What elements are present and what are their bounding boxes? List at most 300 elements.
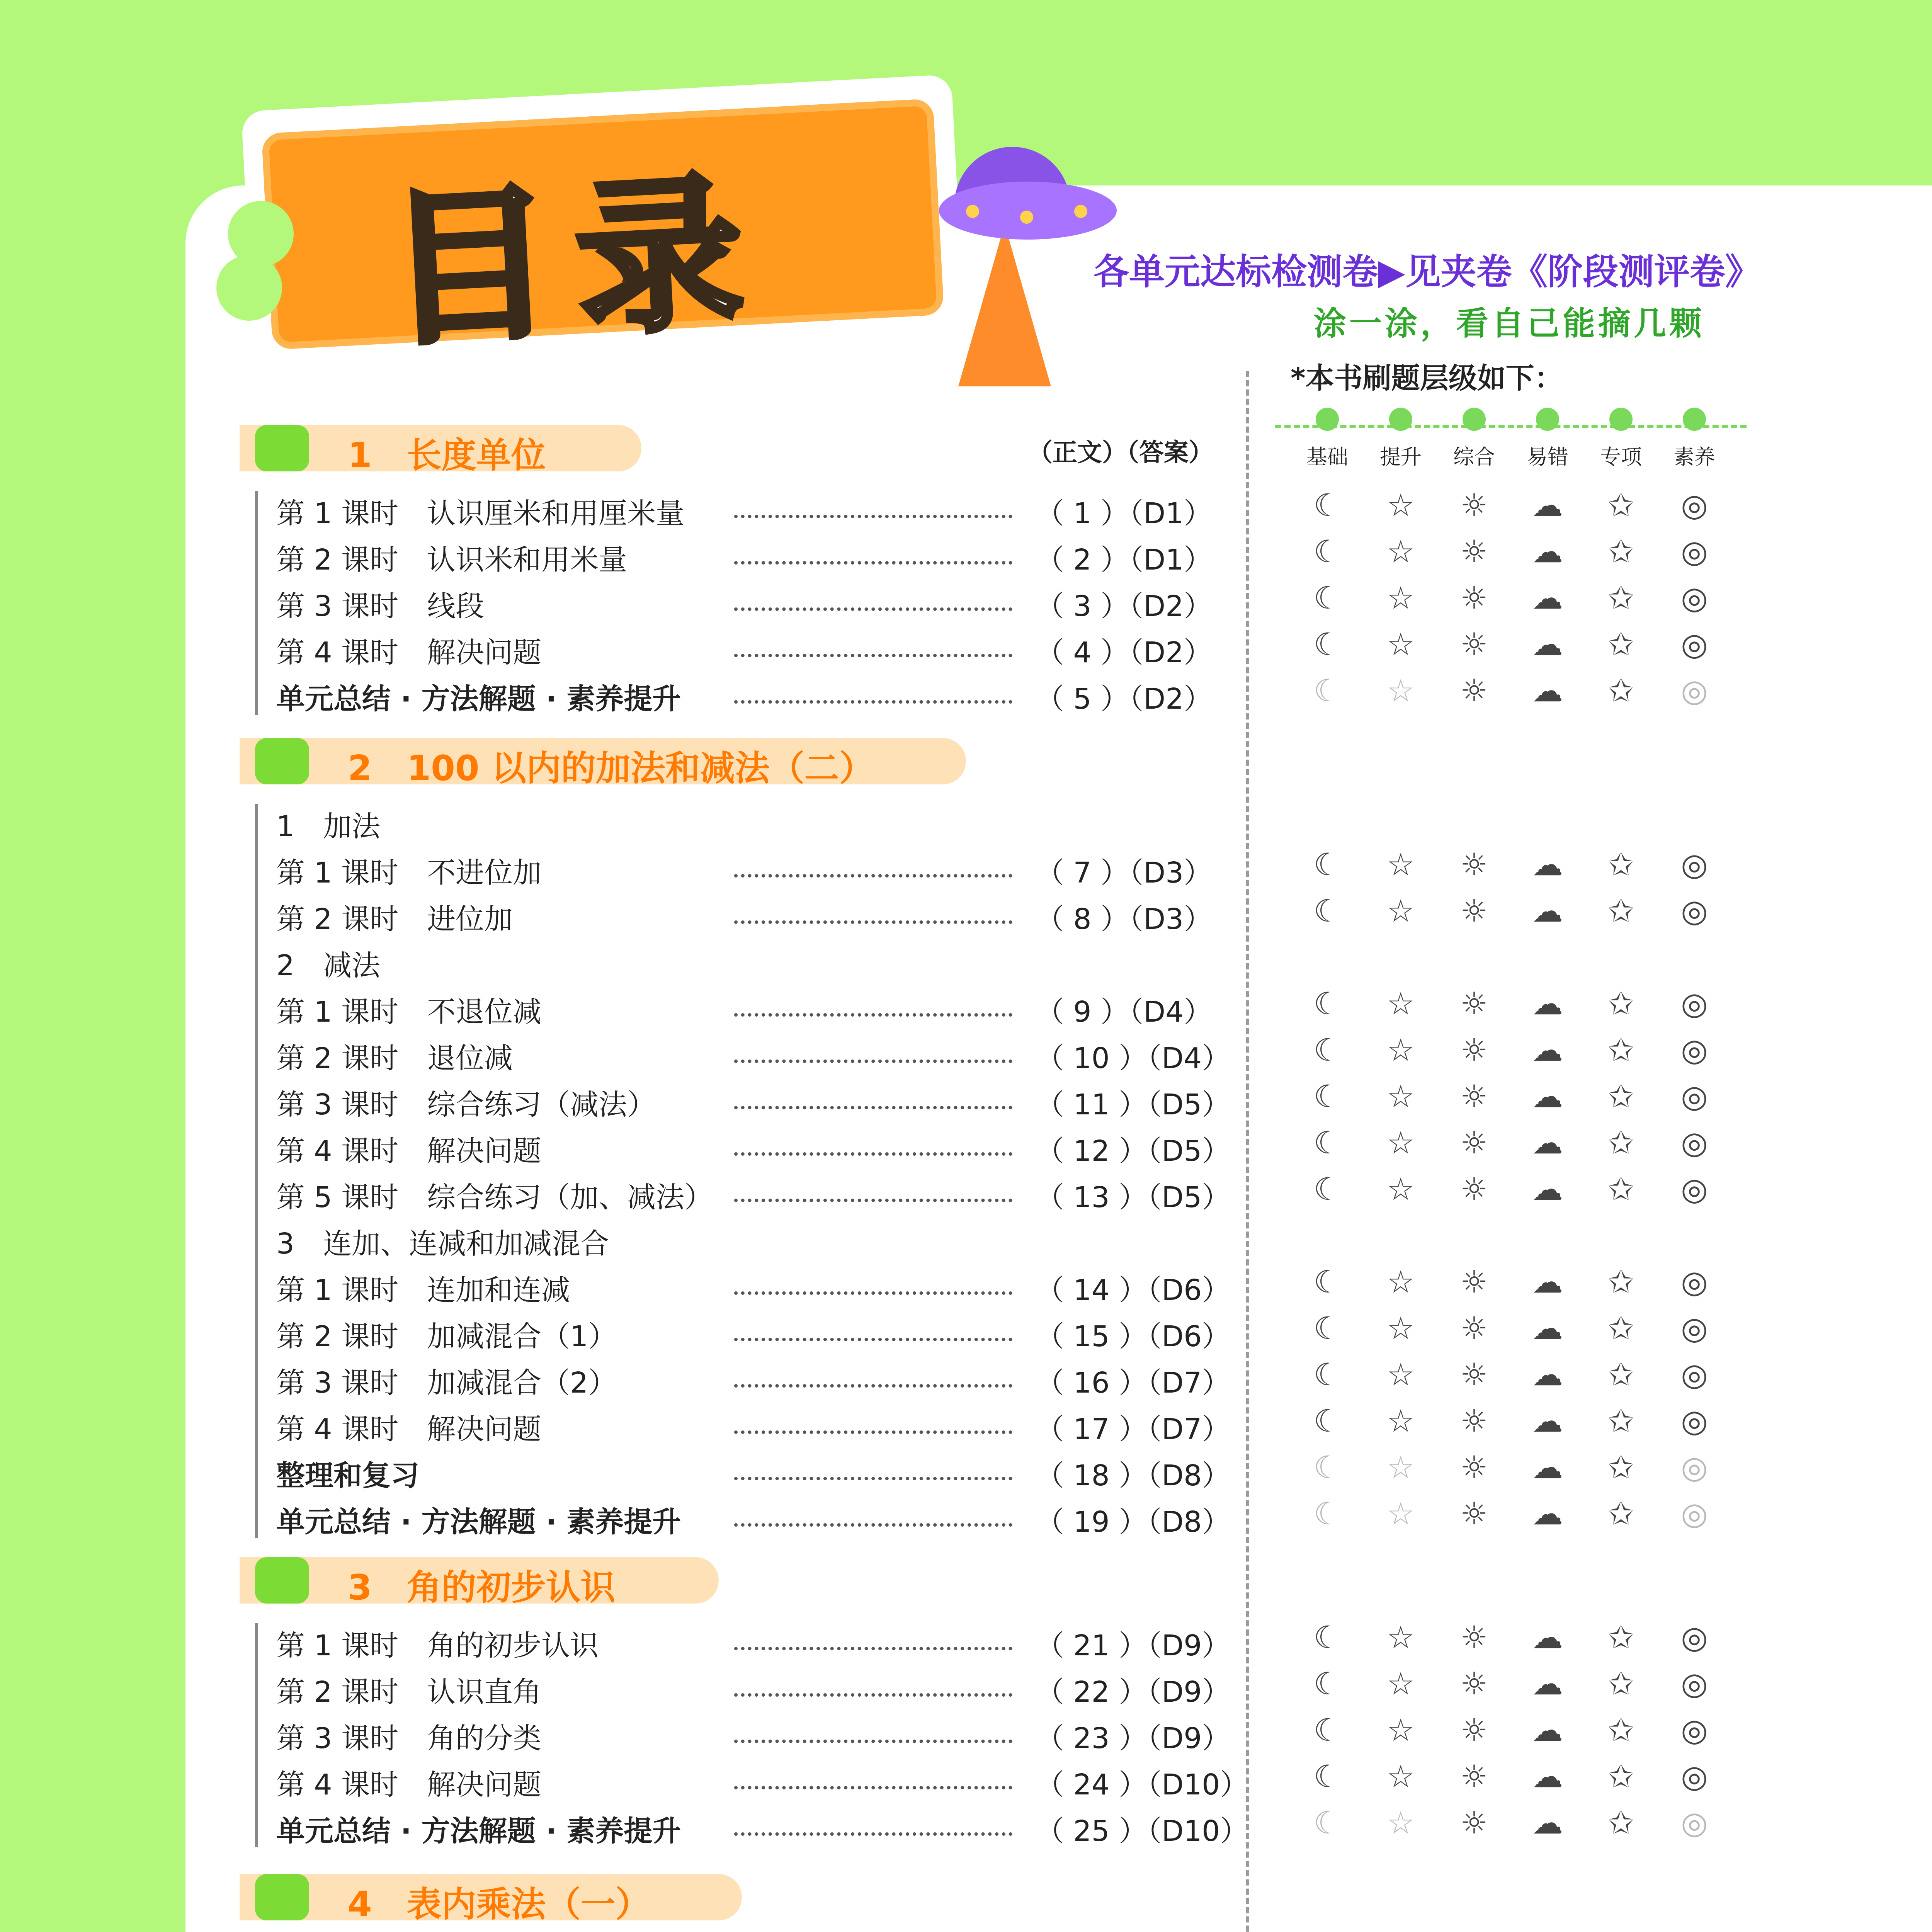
- dot-leader: [734, 1152, 1012, 1156]
- brush-badge-icon: [1609, 408, 1633, 431]
- cloud-icon[interactable]: ☁: [1532, 1078, 1563, 1114]
- page-value: 12: [1073, 1134, 1110, 1168]
- planet-icon[interactable]: ◎: [1681, 1496, 1708, 1532]
- sun-icon[interactable]: ☼: [1460, 1496, 1488, 1532]
- cloud-icon[interactable]: ☁: [1532, 1712, 1563, 1748]
- star-outline-icon[interactable]: ✩: [1608, 487, 1634, 523]
- star-icon[interactable]: ☆: [1387, 986, 1415, 1022]
- level-icon-row: [1291, 487, 1731, 523]
- cloud-icon[interactable]: ☁: [1532, 1357, 1563, 1393]
- toc-page-ref[interactable]: [1036, 1669, 1230, 1710]
- level-badge: [1364, 408, 1437, 431]
- page-value: 9: [1073, 995, 1092, 1029]
- dot-leader: [734, 1693, 1012, 1697]
- star-outline-icon[interactable]: ✩: [1608, 1805, 1634, 1841]
- toc-page-ref[interactable]: [1036, 1082, 1230, 1123]
- bracket: ）（: [1109, 1042, 1162, 1075]
- toc-page-ref[interactable]: [1036, 537, 1212, 578]
- level-label: 素养: [1673, 445, 1715, 469]
- cloud-icon[interactable]: ☁: [1532, 1759, 1563, 1794]
- bracket: ）（: [1109, 1722, 1162, 1755]
- moon-icon[interactable]: ☾: [1313, 1805, 1341, 1841]
- moon-icon[interactable]: ☾: [1313, 1666, 1341, 1702]
- unit-mascot-icon: [255, 738, 309, 784]
- star-icon[interactable]: ☆: [1387, 1805, 1415, 1841]
- bracket: ）（: [1091, 995, 1144, 1029]
- cloud-icon[interactable]: ☁: [1532, 673, 1563, 709]
- toc-entry-label[interactable]: 第 5 课时 综合练习（加、减法）: [276, 1181, 713, 1214]
- cloud-icon[interactable]: ☁: [1532, 1449, 1563, 1485]
- cloud-icon[interactable]: ☁: [1532, 847, 1563, 883]
- level-icon-row: [1291, 1078, 1731, 1114]
- moon-icon[interactable]: ☾: [1313, 1449, 1341, 1485]
- star-icon[interactable]: ☆: [1387, 1357, 1415, 1393]
- cloud-icon[interactable]: ☁: [1532, 1264, 1563, 1300]
- cloud-icon[interactable]: ☁: [1532, 1171, 1563, 1207]
- bracket: ）（: [1091, 590, 1144, 623]
- star-icon[interactable]: ☆: [1387, 1310, 1415, 1346]
- star-outline-icon[interactable]: ✩: [1608, 1357, 1634, 1393]
- toc-entry-label[interactable]: 第 3 课时 加减混合（2）: [276, 1366, 617, 1400]
- bracket: ）（: [1091, 682, 1144, 716]
- star-outline-icon[interactable]: ✩: [1608, 847, 1634, 883]
- bracket: ）: [1184, 543, 1213, 577]
- star-outline-icon[interactable]: ✩: [1608, 1125, 1634, 1161]
- bracket: ）: [1184, 856, 1213, 889]
- toc-page-ref[interactable]: [1036, 896, 1212, 937]
- moon-icon[interactable]: ☾: [1313, 1264, 1341, 1300]
- sun-icon[interactable]: ☼: [1460, 534, 1488, 570]
- level-icon-row: [1291, 986, 1731, 1022]
- star-outline-icon[interactable]: ✩: [1608, 1078, 1634, 1114]
- level-badge: [1291, 408, 1364, 431]
- level-icon-row: [1291, 847, 1731, 883]
- dot-leader: [734, 1338, 1012, 1341]
- toc-page-ref[interactable]: [1036, 1267, 1230, 1308]
- star-icon[interactable]: ☆: [1387, 534, 1415, 570]
- page-value: 2: [1073, 543, 1092, 577]
- bracket: ）（: [1091, 903, 1144, 936]
- planet-icon[interactable]: ◎: [1681, 847, 1708, 883]
- answer-value: D6: [1162, 1320, 1202, 1353]
- moon-icon[interactable]: ☾: [1313, 673, 1341, 709]
- toc-entry-label[interactable]: 第 4 课时 解决问题: [276, 636, 542, 669]
- cloud-icon[interactable]: ☁: [1532, 1619, 1563, 1655]
- bracket: ）（: [1091, 497, 1144, 530]
- level-icon-row: [1291, 534, 1731, 570]
- dot-leader: [734, 1013, 1012, 1017]
- planet-icon[interactable]: ◎: [1681, 1125, 1708, 1161]
- toc-entry-label[interactable]: 整理和复习: [276, 1459, 419, 1492]
- moon-icon[interactable]: ☾: [1313, 626, 1341, 662]
- moon-icon[interactable]: ☾: [1313, 487, 1341, 523]
- toc-entry-label[interactable]: 第 1 课时 不进位加: [276, 856, 542, 889]
- bracket: （: [1036, 497, 1073, 530]
- sun-icon[interactable]: ☼: [1460, 1449, 1488, 1485]
- page-value: 14: [1073, 1274, 1110, 1307]
- dot-leader: [734, 515, 1012, 518]
- sun-icon[interactable]: ☼: [1460, 1264, 1488, 1300]
- page-value: 5: [1073, 682, 1092, 716]
- bracket: ）: [1202, 1320, 1231, 1353]
- answer-value: D1: [1143, 497, 1184, 530]
- ufo-beam-icon: [958, 224, 1051, 386]
- bracket: ）: [1202, 1042, 1231, 1075]
- planet-icon[interactable]: ◎: [1681, 1666, 1708, 1702]
- dot-leader: [734, 1291, 1012, 1295]
- toc-page-ref[interactable]: [1036, 1128, 1230, 1169]
- planet-icon[interactable]: ◎: [1681, 1357, 1708, 1393]
- page-value: 19: [1073, 1505, 1110, 1539]
- level-icon-row: [1291, 893, 1731, 929]
- star-outline-icon[interactable]: ✩: [1608, 626, 1634, 662]
- star-icon[interactable]: ☆: [1387, 1078, 1415, 1114]
- planet-icon[interactable]: ◎: [1681, 1619, 1708, 1655]
- star-icon[interactable]: ☆: [1387, 1496, 1415, 1532]
- level-label: 提升: [1380, 445, 1422, 469]
- star-icon[interactable]: ☆: [1387, 626, 1415, 662]
- dot-leader: [734, 1740, 1012, 1743]
- bracket: ）（: [1109, 1274, 1162, 1307]
- planet-icon[interactable]: ◎: [1681, 1403, 1708, 1439]
- planet-icon[interactable]: ◎: [1681, 1264, 1708, 1300]
- star-outline-icon[interactable]: ✩: [1608, 1403, 1634, 1439]
- star-icon[interactable]: ☆: [1387, 1264, 1415, 1300]
- star-outline-icon[interactable]: ✩: [1608, 1759, 1634, 1794]
- level-badge: [1658, 408, 1731, 431]
- toc-entry-label[interactable]: 单元总结 · 方法解题 · 素养提升: [276, 1505, 681, 1539]
- answer-value: D5: [1162, 1088, 1202, 1121]
- sun-icon[interactable]: ☼: [1460, 893, 1488, 929]
- cloud-icon[interactable]: ☁: [1532, 1496, 1563, 1532]
- answer-value: D5: [1162, 1134, 1202, 1168]
- star-icon[interactable]: ☆: [1387, 1619, 1415, 1655]
- planet-icon[interactable]: ◎: [1681, 1032, 1708, 1068]
- toc-page-ref[interactable]: [1036, 989, 1212, 1030]
- dot-leader: [734, 1060, 1012, 1063]
- toc-page-ref[interactable]: [1036, 630, 1212, 671]
- toc-page-ref[interactable]: [1036, 1716, 1230, 1757]
- sun-icon[interactable]: ☼: [1460, 1357, 1488, 1393]
- answer-value: D6: [1162, 1274, 1202, 1307]
- star-icon[interactable]: ☆: [1387, 1759, 1415, 1794]
- toc-entry-label[interactable]: 第 2 课时 认识米和用米量: [276, 543, 628, 577]
- page-value: 8: [1073, 903, 1092, 936]
- moon-icon[interactable]: ☾: [1313, 580, 1341, 616]
- cloud-icon[interactable]: ☁: [1532, 1805, 1563, 1841]
- sun-icon[interactable]: ☼: [1460, 986, 1488, 1022]
- toc-entry-label[interactable]: 第 4 课时 解决问题: [276, 1413, 542, 1446]
- bracket: （: [1036, 1134, 1073, 1168]
- moon-icon[interactable]: ☾: [1313, 1125, 1341, 1161]
- toc-entry-label[interactable]: 第 3 课时 线段: [276, 590, 485, 623]
- toc-page-ref[interactable]: [1036, 1453, 1230, 1494]
- cloud-icon[interactable]: ☁: [1532, 1403, 1563, 1439]
- level-icon-row: [1291, 1264, 1731, 1300]
- star-outline-icon[interactable]: ✩: [1608, 1264, 1634, 1300]
- star-icon[interactable]: ☆: [1387, 893, 1415, 929]
- level-title: *本书刷题层级如下：: [1291, 362, 1563, 395]
- toc-page-ref[interactable]: [1036, 1808, 1248, 1849]
- planet-icon[interactable]: ◎: [1681, 580, 1708, 616]
- level-icon-row: [1291, 1125, 1731, 1161]
- star-outline-icon[interactable]: ✩: [1608, 1032, 1634, 1068]
- cloud-icon[interactable]: ☁: [1532, 986, 1563, 1022]
- star-outline-icon[interactable]: ✩: [1608, 534, 1634, 570]
- star-outline-icon[interactable]: ✩: [1608, 1712, 1634, 1748]
- bracket: ）: [1202, 1366, 1231, 1400]
- bracket: ）: [1184, 903, 1213, 936]
- page-value: 7: [1073, 856, 1092, 889]
- sun-icon[interactable]: ☼: [1460, 1712, 1488, 1748]
- level-label: 基础: [1306, 445, 1348, 469]
- section-subheading: 3 连加、连减和加减混合: [276, 1227, 609, 1260]
- cloud-icon[interactable]: ☁: [1532, 534, 1563, 570]
- sun-icon[interactable]: ☼: [1460, 1125, 1488, 1161]
- brush-badge-icon: [1389, 408, 1412, 431]
- star-icon[interactable]: ☆: [1387, 1449, 1415, 1485]
- bracket: ）: [1202, 1675, 1231, 1709]
- level-icon-row: [1291, 1171, 1731, 1207]
- star-icon[interactable]: ☆: [1387, 1171, 1415, 1207]
- sun-icon[interactable]: ☼: [1460, 1403, 1488, 1439]
- toc-entry-label[interactable]: 单元总结 · 方法解题 · 素养提升: [276, 682, 681, 716]
- bracket: （: [1036, 1274, 1073, 1307]
- bracket: ）: [1202, 1181, 1231, 1214]
- toc-entry-label[interactable]: 第 1 课时 认识厘米和用厘米量: [276, 497, 685, 530]
- star-outline-icon[interactable]: ✩: [1608, 986, 1634, 1022]
- page-value: 17: [1073, 1413, 1110, 1446]
- moon-icon[interactable]: ☾: [1313, 1403, 1341, 1439]
- star-outline-icon[interactable]: ✩: [1608, 1496, 1634, 1532]
- star-outline-icon[interactable]: ✩: [1608, 893, 1634, 929]
- level-label: 易错: [1527, 445, 1568, 469]
- page-value: 22: [1073, 1675, 1110, 1709]
- level-icon-row: [1291, 1449, 1731, 1485]
- dot-leader: [734, 1523, 1012, 1527]
- moon-icon[interactable]: ☾: [1313, 1712, 1341, 1748]
- moon-icon[interactable]: ☾: [1313, 1619, 1341, 1655]
- vertical-divider: [1246, 371, 1249, 1932]
- sun-icon[interactable]: ☼: [1460, 1759, 1488, 1794]
- unit-side-bar: [255, 804, 258, 1538]
- moon-icon[interactable]: ☾: [1313, 1357, 1341, 1393]
- level-icon-row: [1291, 1032, 1731, 1068]
- dot-leader: [734, 561, 1012, 565]
- page-value: 23: [1073, 1722, 1110, 1755]
- bracket: ）（: [1109, 1768, 1162, 1801]
- bracket: （: [1036, 1366, 1073, 1400]
- sun-icon[interactable]: ☼: [1460, 1078, 1488, 1114]
- planet-icon[interactable]: ◎: [1681, 1078, 1708, 1114]
- star-icon[interactable]: ☆: [1387, 580, 1415, 616]
- star-outline-icon[interactable]: ✩: [1608, 673, 1634, 709]
- star-outline-icon[interactable]: ✩: [1608, 1666, 1634, 1702]
- toc-entry-label[interactable]: 第 3 课时 角的分类: [276, 1722, 542, 1755]
- star-outline-icon[interactable]: ✩: [1608, 580, 1634, 616]
- bracket: ）（: [1091, 636, 1144, 669]
- toc-page-ref[interactable]: [1036, 1360, 1230, 1401]
- cloud-icon[interactable]: ☁: [1532, 626, 1563, 662]
- page-value: 13: [1073, 1181, 1110, 1214]
- planet-icon[interactable]: ◎: [1681, 626, 1708, 662]
- toc-page-ref[interactable]: [1036, 491, 1212, 532]
- sun-icon[interactable]: ☼: [1460, 847, 1488, 883]
- star-outline-icon[interactable]: ✩: [1608, 1171, 1634, 1207]
- bracket: （: [1036, 1505, 1073, 1539]
- bracket: ）（: [1109, 1459, 1162, 1492]
- toc-page-ref[interactable]: [1036, 1762, 1248, 1803]
- answer-value: D9: [1162, 1722, 1202, 1755]
- cloud-icon[interactable]: ☁: [1532, 1032, 1563, 1068]
- sun-icon[interactable]: ☼: [1460, 626, 1488, 662]
- toc-entry-label[interactable]: 第 3 课时 综合练习（减法）: [276, 1088, 656, 1121]
- sun-icon[interactable]: ☼: [1460, 1032, 1488, 1068]
- sun-icon[interactable]: ☼: [1460, 673, 1488, 709]
- planet-icon[interactable]: ◎: [1681, 1310, 1708, 1346]
- section-subheading: 2 减法: [276, 949, 381, 982]
- planet-icon[interactable]: ◎: [1681, 487, 1708, 523]
- brush-badge-icon: [1683, 408, 1706, 431]
- sun-icon[interactable]: ☼: [1460, 487, 1488, 523]
- star-icon[interactable]: ☆: [1387, 1403, 1415, 1439]
- toc-page-ref[interactable]: [1036, 583, 1212, 624]
- dot-leader: [734, 874, 1012, 878]
- bracket: （: [1036, 1459, 1073, 1492]
- toc-entry-label[interactable]: 第 2 课时 退位减: [276, 1042, 513, 1075]
- unit-title: 1 长度单位: [348, 435, 546, 476]
- bracket: ）（: [1091, 856, 1144, 889]
- ufo-light-icon: [966, 205, 979, 218]
- star-outline-icon[interactable]: ✩: [1608, 1619, 1634, 1655]
- bracket: （: [1036, 903, 1073, 936]
- toc-entry-label[interactable]: 第 4 课时 解决问题: [276, 1134, 542, 1168]
- toc-entry-label[interactable]: 第 2 课时 认识直角: [276, 1675, 542, 1709]
- moon-icon[interactable]: ☾: [1313, 1759, 1341, 1794]
- ufo-light-icon: [1074, 205, 1087, 218]
- toc-page-ref[interactable]: [1036, 1406, 1230, 1447]
- planet-icon[interactable]: ◎: [1681, 1171, 1708, 1207]
- planet-icon[interactable]: ◎: [1681, 986, 1708, 1022]
- toc-entry-label[interactable]: 第 2 课时 进位加: [276, 903, 513, 936]
- bracket: （: [1036, 1768, 1073, 1801]
- dot-leader: [734, 700, 1012, 704]
- unit-title: 2 100 以内的加法和减法（二）: [348, 748, 874, 789]
- toc-entry-label[interactable]: 第 2 课时 加减混合（1）: [276, 1320, 617, 1353]
- moon-icon[interactable]: ☾: [1313, 847, 1341, 883]
- dot-leader: [734, 1786, 1012, 1789]
- moon-icon[interactable]: ☾: [1313, 1078, 1341, 1114]
- planet-icon[interactable]: ◎: [1681, 1759, 1708, 1794]
- dot-leader: [734, 607, 1012, 611]
- bracket: （: [1036, 1320, 1073, 1353]
- brush-badge-icon: [1536, 408, 1559, 431]
- toc-entry-label[interactable]: 第 1 课时 角的初步认识: [276, 1629, 599, 1662]
- bracket: ）: [1220, 1768, 1249, 1801]
- star-icon[interactable]: ☆: [1387, 1125, 1415, 1161]
- moon-icon[interactable]: ☾: [1313, 1496, 1341, 1532]
- toc-entry-label[interactable]: 第 1 课时 不退位减: [276, 995, 542, 1029]
- toc-page-ref[interactable]: [1036, 1623, 1230, 1664]
- level-icon-row: [1291, 1403, 1731, 1439]
- bracket: （: [1036, 636, 1073, 669]
- planet-icon[interactable]: ◎: [1681, 1805, 1708, 1841]
- toc-entry-label[interactable]: 第 4 课时 解决问题: [276, 1768, 542, 1801]
- level-icon-row: [1291, 1310, 1731, 1346]
- toc-page-ref[interactable]: [1036, 1314, 1230, 1355]
- cloud-icon[interactable]: ☁: [1532, 487, 1563, 523]
- toc-page-ref[interactable]: [1036, 676, 1212, 717]
- star-outline-icon[interactable]: ✩: [1608, 1310, 1634, 1346]
- planet-icon[interactable]: ◎: [1681, 1449, 1708, 1485]
- bracket: ）: [1184, 590, 1213, 623]
- dot-leader: [734, 1199, 1012, 1202]
- answer-value: D10: [1162, 1768, 1220, 1801]
- bracket: （: [1036, 543, 1073, 577]
- cloud-icon[interactable]: ☁: [1532, 1666, 1563, 1702]
- bracket: （: [1036, 1088, 1073, 1121]
- answer-value: D9: [1162, 1675, 1202, 1709]
- star-icon[interactable]: ☆: [1387, 847, 1415, 883]
- toc-page-ref[interactable]: [1036, 1036, 1230, 1077]
- moon-icon[interactable]: ☾: [1313, 893, 1341, 929]
- sun-icon[interactable]: ☼: [1460, 1666, 1488, 1702]
- page-value: 25: [1073, 1815, 1110, 1848]
- dot-leader: [734, 1384, 1012, 1388]
- star-icon[interactable]: ☆: [1387, 1032, 1415, 1068]
- toc-entry-label[interactable]: 第 1 课时 连加和连减: [276, 1274, 570, 1307]
- moon-icon[interactable]: ☾: [1313, 1171, 1341, 1207]
- sun-icon[interactable]: ☼: [1460, 580, 1488, 616]
- planet-icon[interactable]: ◎: [1681, 673, 1708, 709]
- toc-page-ref[interactable]: [1036, 850, 1212, 891]
- star-icon[interactable]: ☆: [1387, 1666, 1415, 1702]
- bracket: ）: [1202, 1134, 1231, 1168]
- cloud-icon[interactable]: ☁: [1532, 1125, 1563, 1161]
- bracket: ）（: [1109, 1629, 1162, 1662]
- sun-icon[interactable]: ☼: [1460, 1310, 1488, 1346]
- toc-page-ref[interactable]: [1036, 1175, 1230, 1216]
- star-icon[interactable]: ☆: [1387, 673, 1415, 709]
- moon-icon[interactable]: ☾: [1313, 1310, 1341, 1346]
- ticket-notch: [216, 255, 282, 321]
- sun-icon[interactable]: ☼: [1460, 1805, 1488, 1841]
- cloud-icon[interactable]: ☁: [1532, 580, 1563, 616]
- toc-entry-label[interactable]: 单元总结 · 方法解题 · 素养提升: [276, 1815, 681, 1848]
- cloud-icon[interactable]: ☁: [1532, 893, 1563, 929]
- cloud-icon[interactable]: ☁: [1532, 1310, 1563, 1346]
- toc-page-ref[interactable]: [1036, 1499, 1230, 1540]
- answer-value: D5: [1162, 1181, 1202, 1214]
- sun-icon[interactable]: ☼: [1460, 1619, 1488, 1655]
- sun-icon[interactable]: ☼: [1460, 1171, 1488, 1207]
- star-icon[interactable]: ☆: [1387, 487, 1415, 523]
- moon-icon[interactable]: ☾: [1313, 986, 1341, 1022]
- star-outline-icon[interactable]: ✩: [1608, 1449, 1634, 1485]
- dot-leader: [734, 920, 1012, 924]
- planet-icon[interactable]: ◎: [1681, 534, 1708, 570]
- planet-icon[interactable]: ◎: [1681, 1712, 1708, 1748]
- page-value: 4: [1073, 636, 1092, 669]
- star-icon[interactable]: ☆: [1387, 1712, 1415, 1748]
- bracket: （: [1036, 856, 1073, 889]
- planet-icon[interactable]: ◎: [1681, 893, 1708, 929]
- moon-icon[interactable]: ☾: [1313, 534, 1341, 570]
- answer-value: D10: [1162, 1815, 1220, 1848]
- moon-icon[interactable]: ☾: [1313, 1032, 1341, 1068]
- brush-badge-icon: [1463, 408, 1486, 431]
- answer-value: D7: [1162, 1366, 1202, 1400]
